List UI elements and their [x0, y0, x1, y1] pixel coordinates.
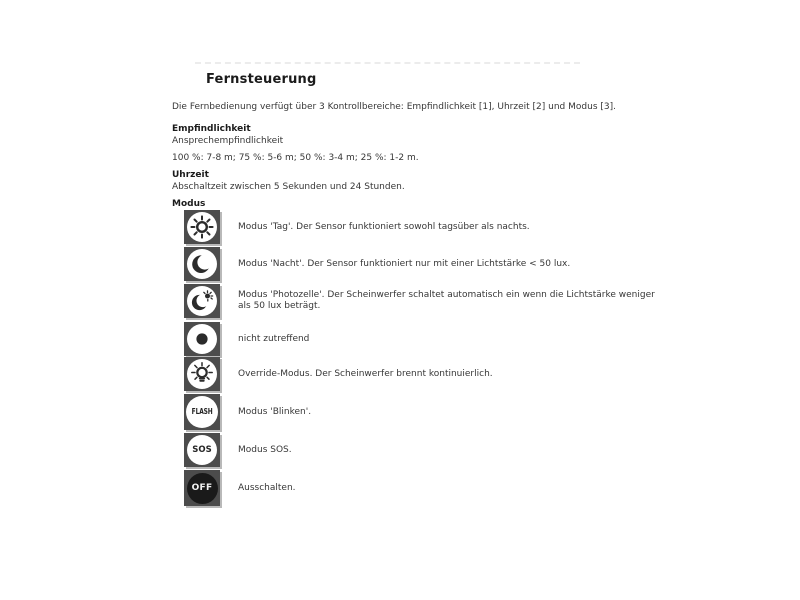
mode-description: Modus SOS.: [238, 444, 292, 455]
day-sun-icon: [187, 212, 217, 242]
mode-row-photocell: [184, 284, 666, 318]
mode-description: nicht zutreffend: [238, 333, 310, 344]
mode-button-override: [184, 357, 220, 391]
mode-row-off: [184, 470, 296, 506]
time-text: Abschaltzeit zwischen 5 Sekunden und 24 Stunden.: [172, 182, 405, 192]
scan-artifact-line: [195, 62, 580, 64]
intro-paragraph: Die Fernbedienung verfügt über 3 Kontrollbereiche: Empfindlichkeit [1], Uhrzeit [2] und Modus [3].: [172, 102, 616, 112]
mode-description: Modus 'Photozelle'. Der Scheinwerfer schaltet automatisch ein wenn die Lichtstärke weniger als 50 lux beträgt.: [238, 290, 655, 311]
mode-description: Modus 'Tag'. Der Sensor funktioniert sowohl tagsüber als nachts.: [238, 221, 530, 232]
mode-row-day: [184, 210, 530, 244]
mode-description: Ausschalten.: [238, 482, 296, 493]
time-heading: Uhrzeit: [172, 170, 209, 180]
mode-button-day: [184, 210, 220, 244]
sos-icon: [187, 435, 217, 465]
sensitivity-subheading: Ansprechempfindlichkeit: [172, 136, 284, 146]
mode-row-flash: [184, 394, 311, 430]
mode-row-override: [184, 357, 493, 391]
mode-description: Modus 'Nacht'. Der Sensor funktioniert nur mit einer Lichtstärke < 50 lux.: [238, 258, 571, 269]
dot-icon: [187, 324, 217, 354]
mode-row-not-applicable: [184, 322, 309, 356]
off-icon: [187, 473, 218, 504]
sos-icon-label: SOS: [192, 444, 212, 455]
sensitivity-heading: Empfindlichkeit: [172, 124, 251, 134]
mode-button-flash: [184, 394, 220, 430]
flash-icon: [186, 396, 218, 428]
mode-button-sos: [184, 433, 220, 467]
mode-row-sos: [184, 433, 292, 467]
page-title: Fernsteuerung: [206, 72, 317, 87]
sensitivity-values: 100 %: 7-8 m; 75 %: 5-6 m; 50 %: 3-4 m; 25 %: 1-2 m.: [172, 153, 419, 163]
night-moon-icon: [187, 249, 217, 279]
mode-button-off: [184, 470, 220, 506]
flash-icon-label: FLASH: [191, 407, 213, 416]
off-icon-label: OFF: [191, 482, 213, 493]
mode-row-night: [184, 247, 570, 281]
modes-heading: Modus: [172, 199, 206, 209]
mode-description: Modus 'Blinken'.: [238, 406, 312, 417]
mode-button-dot: [184, 322, 220, 356]
mode-button-photocell: [184, 284, 220, 318]
mode-description: Override-Modus. Der Scheinwerfer brennt kontinuierlich.: [238, 368, 493, 379]
photocell-moon-sun-icon: [187, 286, 217, 316]
override-bulb-icon: [187, 359, 217, 389]
mode-button-night: [184, 247, 220, 281]
